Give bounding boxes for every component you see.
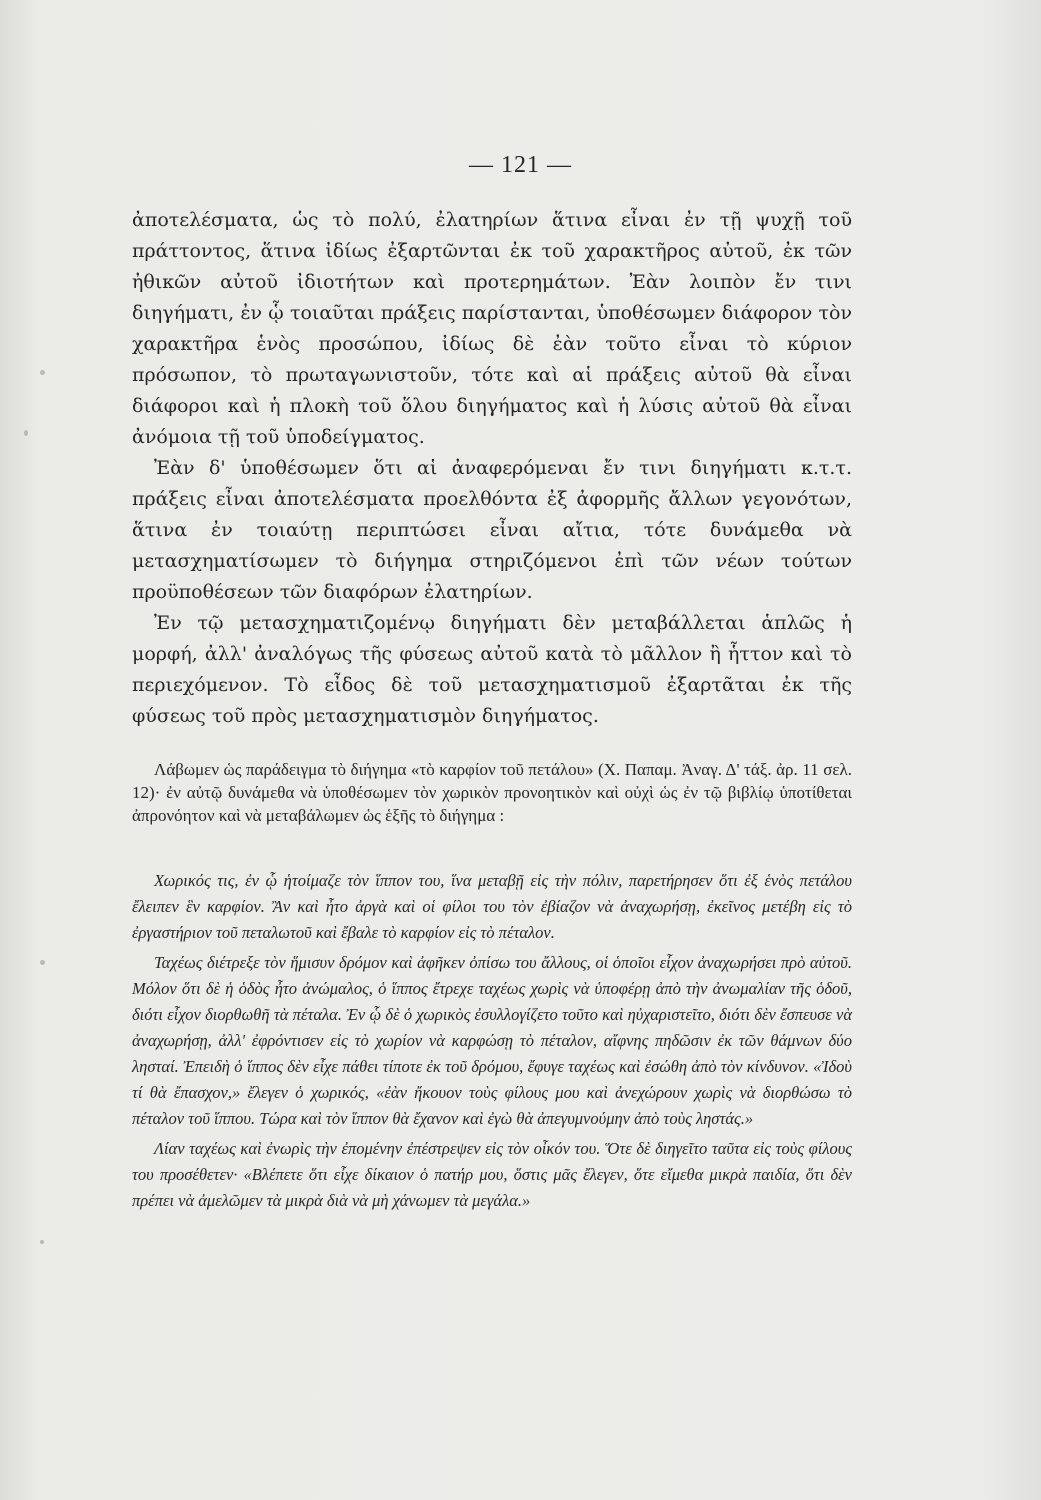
page-number: — 121 — [469, 152, 572, 178]
handwritten-text [132, 205, 852, 732]
paragraph: Λάβωμεν ὡς παράδειγμα τὸ διήγημα «τὸ καρφίον τοῦ πετάλου» (Χ. Παπαμ. Ἀναγ. Δ' τάξ. ἀρ. 11 σελ. 12)· ἐν αὐτῷ δυνάμεθα νὰ ὑποθέσωμεν τὸν χωρικὸν προνοητικὸν καὶ οὐχὶ ὡς ἐν τῷ βιβλίῳ ὑποτίθεται ἀπρονόητον καὶ νὰ μεταβάλωμεν ὡς ἑξῆς τὸ διήγημα : [132, 760, 852, 825]
margin-speck [40, 960, 45, 965]
paragraph: Ἐὰν δ' ὑποθέσωμεν ὅτι αἱ ἀναφερόμεναι ἔν τινι διηγήματι κ.τ.τ. πράξεις εἶναι ἀποτελέσματα προελθόντα ἐξ ἀφορμῆς ἄλλων γεγονότων, ἅτινα ἐν τοιαύτῃ περιπτώσει εἶναι αἴτια, τότε δυνάμεθα νὰ μετασχηματίσωμεν τὸ διήγημα στηριζόμενοι ἐπὶ τῶν νέων τούτων προϋποθέσεων τῶν διαφόρων ἐλατηρίων. [132, 457, 852, 603]
margin-speck [40, 370, 45, 375]
story-paragraph: Χωρικός τις, ἐν ᾧ ἡτοίμαζε τὸν ἵππον του, ἵνα μεταβῇ εἰς τὴν πόλιν, παρετήρησεν ὅτι ἐξ ἑνὸς πετάλου ἔλειπεν ἓν καρφίον. Ἂν καὶ ἦτο ἀργὰ καὶ οἱ φίλοι του τὸν ἐβίαζον νὰ ἀναχωρήσῃ, ἐκεῖνος μετέβη εἰς τὸ ἐργαστήριον τοῦ πεταλωτοῦ καὶ ἔβαλε τὸ καρφίον εἰς τὸ πέταλον. [132, 871, 852, 942]
paragraph: ἀποτελέσματα, ὡς τὸ πολύ, ἐλατηρίων ἅτινα εἶναι ἐν τῇ ψυχῇ τοῦ πράττοντος, ἅτινα ἰδίως ἐξαρτῶνται ἐκ τοῦ χαρακτῆρος αὐτοῦ, ἐκ τῶν ἠθικῶν αὐτοῦ ἰδιοτήτων καὶ προτερημάτων. Ἐὰν λοιπὸν ἔν τινι διηγήματι, ἐν ᾧ τοιαῦται πράξεις παρίστανται, ὑποθέσωμεν διάφορον τὸν χαρακτῆρα ἑνὸς προσώπου, ἰδίως δὲ ἐὰν τοῦτο εἶναι τὸ κύριον πρόσωπον, τὸ πρωταγωνιστοῦν, τότε καὶ αἱ πράξεις αὐτοῦ θὰ εἶναι διάφοροι καὶ ἡ πλοκὴ τοῦ ὅλου διηγήματος καὶ ἡ λύσις αὐτοῦ θὰ εἶναι ἀνόμοια τῇ τοῦ ὑποδείγματος. [132, 209, 852, 448]
margin-speck [24, 430, 28, 436]
paragraph: Ἐν τῷ μετασχηματιζομένῳ διηγήματι δὲν μεταβάλλεται ἁπλῶς ἡ μορφή, ἀλλ' ἀναλόγως τῆς φύσεως αὐτοῦ κατὰ τὸ μᾶλλον ἢ ἧττον καὶ τὸ περιεχόμενον. Τὸ εἶδος δὲ τοῦ μετασχηματισμοῦ ἐξαρτᾶται ἐκ τῆς φύσεως τοῦ πρὸς μετασχηματισμὸν διηγήματος. [132, 612, 852, 727]
story-paragraph: Ταχέως διέτρεξε τὸν ἥμισυν δρόμον καὶ ἀφῆκεν ὀπίσω του ἄλλους, οἱ ὁποῖοι εἶχον ἀναχωρήσει πρὸ αὐτοῦ. Μόλον ὅτι δὲ ἡ ὁδὸς ἦτο ἀνώμαλος, ὁ ἵππος ἔτρεχε ταχέως χωρὶς νὰ ὑποφέρῃ ἀπὸ τὴν ἀνωμαλίαν τῆς ὁδοῦ, διότι εἶχον διορθωθῆ τὰ πέταλα. Ἐν ᾧ δὲ ὁ χωρικὸς ἐσυλλογίζετο τοῦτο καὶ ηὐχαριστεῖτο, διότι δὲν ἔσπευσε νὰ ἀναχωρήσῃ, ἀλλ' ἐφρόντισεν εἰς τὸ χωρίον νὰ καρφώσῃ τὸ πέταλον, αἴφνης πηδῶσιν ἐκ τῶν θάμνων δύο λησταί. Ἐπειδὴ ὁ ἵππος δὲν εἶχε πάθει τίποτε ἐκ τοῦ δρόμου, ἔφυγε ταχέως καὶ ἐσώθη ἀπὸ τὸν κίνδυνον. «Ἰδοὺ τί θὰ ἔπασχον,» ἔλεγεν ὁ χωρικός, «ἐὰν ἤκουον τοὺς φίλους μου καὶ ἀνεχώρουν χωρὶς νὰ διορθώσω τὸ πέταλον τοῦ ἵππου. Τώρα καὶ τὸν ἵππον θὰ ἔχανον καὶ ἐγὼ θὰ ἀπεγυμνούμην ἀπὸ τοὺς ληστάς.» [132, 953, 852, 1128]
story-paragraph: Λίαν ταχέως καὶ ἐνωρὶς τὴν ἐπομένην ἐπέστρεψεν εἰς τὸν οἶκόν του. Ὅτε δὲ διηγεῖτο ταῦτα εἰς τοὺς φίλους του προσέθετεν· «Βλέπετε ὅτι εἶχε δίκαιον ὁ πατήρ μου, ὅστις μᾶς ἔλεγεν, ὅτε εἴμεθα μικρὰ παιδία, ὅτι δὲν πρέπει νὰ ἀμελῶμεν τὰ μικρὰ διὰ νὰ μὴ χάνωμεν τὰ μεγάλα.» [132, 1139, 852, 1210]
story-text [132, 868, 852, 1214]
printed-text [132, 758, 852, 827]
margin-speck [40, 1240, 44, 1244]
